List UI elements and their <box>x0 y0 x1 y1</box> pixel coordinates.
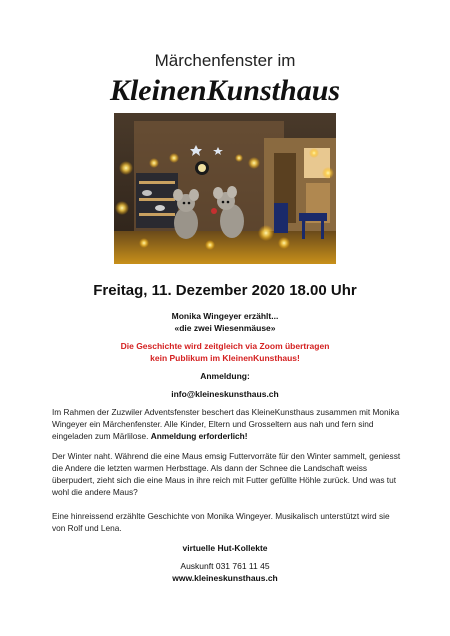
registration-label: Anmeldung: <box>200 371 250 381</box>
collection-note: virtuelle Hut-Kollekte <box>182 543 268 553</box>
intro-text: Im Rahmen der Zuzwiler Adventsfenster beschert das KleineKunsthaus zusammen mit Monika Wingeyer ein Märchenfenster. Alle Kinder, Eltern und Grosseltern aus nah und fern sind eingeladen zum Märlilose. <box>52 407 400 441</box>
intro-paragraph <box>52 406 402 442</box>
registration-email[interactable]: info@kleineskunsthaus.ch <box>171 389 279 399</box>
registration-required: Anmeldung erforderlich! <box>150 431 248 441</box>
event-photo <box>114 113 336 264</box>
story-title: «die zwei Wiesenmäuse» <box>174 323 276 333</box>
info-phone: Auskunft 031 761 11 45 <box>180 561 270 571</box>
subtitle: Märchenfenster im <box>154 51 296 70</box>
music-paragraph: Eine hinreissend erzählte Geschichte von Monika Wingeyer. Musikalisch unterstützt wird sie von Rolf und Lena. <box>52 511 390 533</box>
website-link[interactable]: www.kleineskunsthaus.ch <box>172 573 278 583</box>
story-paragraph: Der Winter naht. Während die eine Maus emsig Futtervorräte für den Winter sammelt, geniesst die Andere die letzten warmen Herbsttage. Als dann der Schnee die Landschaft weiss überpudert, zieht sich die eine Maus in ihre reich mit Futter gefüllte Höhle zurück. Und was tut wohl die andere Maus? <box>52 451 401 497</box>
narrator-line: Monika Wingeyer erzählt... <box>171 311 279 321</box>
page-title: KleinenKunsthaus <box>109 74 341 107</box>
zoom-notice-2: kein Publikum im KleinenKunsthaus! <box>150 353 300 363</box>
event-date: Freitag, 11. Dezember 2020 18.00 Uhr <box>93 282 357 299</box>
zoom-notice-1: Die Geschichte wird zeitgleich via Zoom übertragen <box>120 341 330 351</box>
